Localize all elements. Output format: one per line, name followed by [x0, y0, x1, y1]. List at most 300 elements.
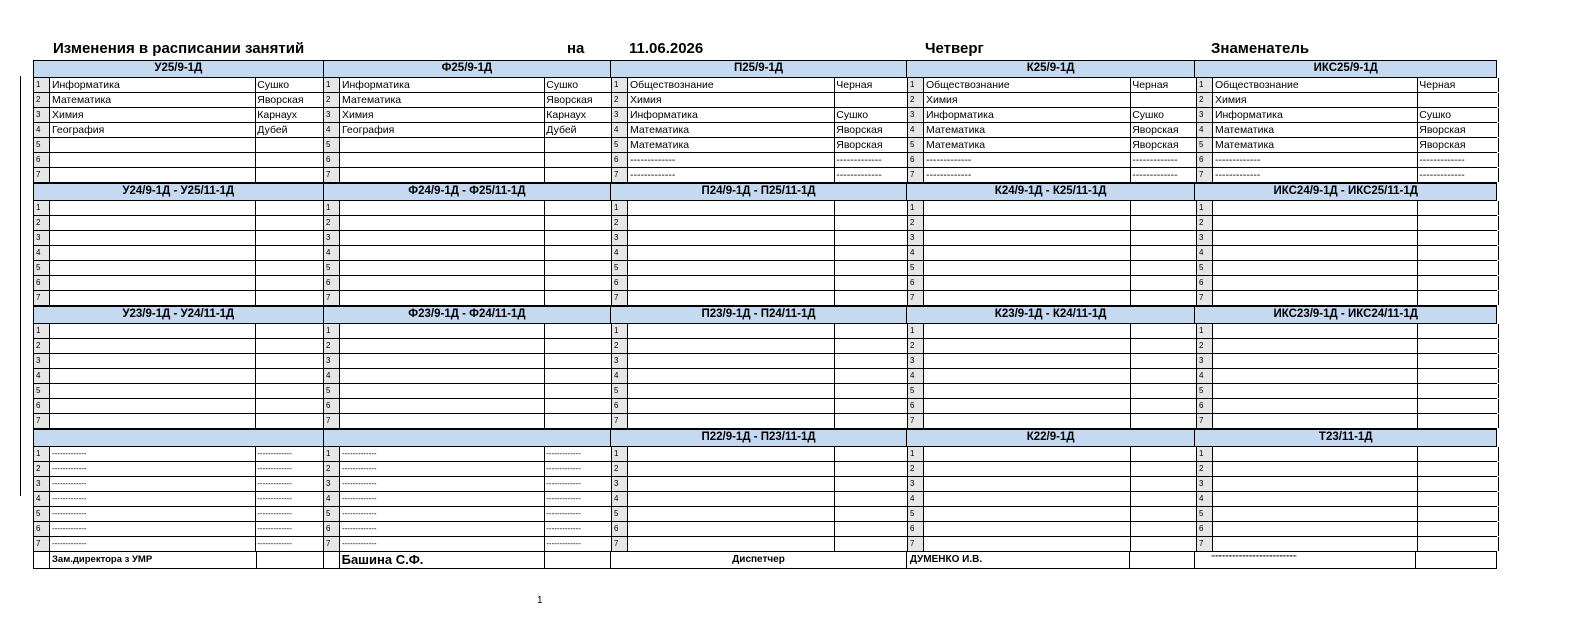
lesson-number: 4 — [324, 246, 340, 260]
teacher-cell — [835, 462, 907, 476]
lesson-cell-group — [324, 276, 612, 290]
teacher-cell — [256, 291, 323, 305]
lesson-cell-group — [34, 462, 324, 476]
lesson-cell-group — [324, 507, 612, 521]
signature-spacer — [34, 552, 50, 568]
lesson-number: 7 — [612, 414, 628, 428]
lesson-cell-group — [324, 78, 612, 92]
lesson-cell-group — [1197, 447, 1499, 461]
lesson-number: 1 — [908, 447, 924, 461]
lesson-number: 5 — [908, 261, 924, 275]
lesson-cell-group — [324, 354, 612, 368]
weekday: Четверг — [925, 40, 984, 57]
lesson-cell-group — [612, 522, 908, 536]
group-header: У24/9-1Д - У25/11-1Д — [34, 184, 324, 200]
teacher-cell — [1418, 216, 1498, 230]
subject-cell — [628, 399, 835, 413]
lesson-number: 6 — [324, 399, 340, 413]
subject-cell — [50, 291, 256, 305]
lesson-cell-group — [908, 123, 1197, 137]
date-prefix: на — [567, 40, 585, 57]
subject-cell — [628, 291, 835, 305]
teacher-cell — [1131, 339, 1196, 353]
subject-cell — [1213, 354, 1418, 368]
dispatcher-label: Диспетчер — [611, 552, 907, 568]
lesson-number: 7 — [1197, 168, 1213, 182]
teacher-cell — [545, 291, 611, 305]
lesson-cell-group — [1197, 384, 1499, 398]
subject-cell — [924, 384, 1131, 398]
lesson-row — [34, 216, 1497, 231]
subject-cell: Обществознание — [1213, 78, 1418, 92]
lesson-number: 4 — [1197, 492, 1213, 506]
lesson-cell-group — [1197, 477, 1499, 491]
teacher-cell — [835, 414, 907, 428]
subject-cell: ------------- — [340, 537, 545, 551]
lesson-cell-group — [612, 369, 908, 383]
teacher-cell — [1131, 369, 1196, 383]
lesson-cell-group — [1197, 522, 1499, 536]
lesson-cell-group — [908, 369, 1197, 383]
teacher-cell — [835, 276, 907, 290]
subject-cell — [340, 369, 545, 383]
lesson-cell-group — [908, 492, 1197, 506]
subject-cell — [1213, 369, 1418, 383]
lesson-cell-group — [1197, 291, 1499, 305]
subject-cell — [1213, 216, 1418, 230]
lesson-cell-group — [612, 246, 908, 260]
lesson-number: 5 — [34, 384, 50, 398]
group-header: П24/9-1Д - П25/11-1Д — [611, 184, 907, 200]
teacher-cell — [1131, 477, 1196, 491]
lesson-number: 2 — [34, 339, 50, 353]
subject-cell: ------------- — [628, 168, 835, 182]
teacher-cell — [1131, 414, 1196, 428]
subject-cell — [924, 231, 1131, 245]
lesson-number: 7 — [1197, 537, 1213, 551]
teacher-cell: ------------- — [546, 524, 581, 533]
lesson-row — [34, 78, 1497, 93]
teacher-cell — [835, 447, 907, 461]
signature-block — [33, 552, 1497, 569]
subject-cell: Математика — [1213, 138, 1418, 152]
subject-cell — [924, 447, 1131, 461]
lesson-cell-group — [612, 339, 908, 353]
teacher-cell: Яворская — [836, 124, 883, 136]
subject-cell — [1213, 384, 1418, 398]
schedule-block — [33, 429, 1497, 552]
teacher-cell — [1418, 246, 1498, 260]
teacher-cell — [1418, 384, 1498, 398]
lesson-number: 3 — [1197, 231, 1213, 245]
subject-cell — [340, 399, 545, 413]
subject-cell — [340, 138, 545, 152]
lesson-cell-group — [324, 138, 612, 152]
lesson-number: 1 — [612, 324, 628, 338]
lesson-number: 3 — [324, 231, 340, 245]
teacher-cell: ------------- — [257, 524, 292, 533]
subject-cell — [340, 324, 545, 338]
subject-cell: Химия — [50, 108, 256, 122]
lesson-cell-group — [1197, 276, 1499, 290]
lesson-number: 1 — [324, 201, 340, 215]
schedule-sheet — [33, 38, 1497, 569]
teacher-cell — [545, 261, 611, 275]
subject-cell — [924, 291, 1131, 305]
lesson-cell-group — [324, 153, 612, 167]
lesson-number: 5 — [34, 261, 50, 275]
lesson-number: 4 — [34, 369, 50, 383]
teacher-cell — [1418, 339, 1498, 353]
lesson-number: 3 — [908, 354, 924, 368]
lesson-row — [34, 153, 1497, 168]
teacher-cell: Дубей — [257, 124, 288, 136]
subject-cell: Химия — [1213, 93, 1418, 107]
subject-cell — [1213, 477, 1418, 491]
teacher-cell: Сушко — [257, 79, 290, 91]
lesson-cell-group — [34, 276, 324, 290]
lesson-number: 2 — [612, 93, 628, 107]
teacher-cell — [256, 231, 323, 245]
teacher-cell: Яворская — [1132, 124, 1179, 136]
teacher-cell — [1418, 537, 1498, 551]
subject-cell — [1213, 462, 1418, 476]
lesson-cell-group — [324, 414, 612, 428]
margin-line — [20, 76, 21, 496]
lesson-cell-group — [324, 324, 612, 338]
group-header: К25/9-1Д — [907, 61, 1196, 77]
teacher-cell — [1418, 354, 1498, 368]
lesson-cell-group — [908, 477, 1197, 491]
lesson-number: 5 — [324, 138, 340, 152]
lesson-cell-group — [1197, 168, 1499, 182]
lesson-number: 2 — [324, 339, 340, 353]
subject-cell — [340, 276, 545, 290]
subject-cell — [628, 477, 835, 491]
subject-cell — [50, 261, 256, 275]
group-header: К23/9-1Д - К24/11-1Д — [907, 307, 1196, 323]
lesson-number: 7 — [34, 291, 50, 305]
lesson-number: 3 — [612, 231, 628, 245]
signature-empty — [1130, 552, 1196, 568]
lesson-number: 3 — [612, 108, 628, 122]
lesson-cell-group — [34, 93, 324, 107]
lesson-row — [34, 276, 1497, 291]
lesson-number: 7 — [34, 168, 50, 182]
teacher-cell — [256, 246, 323, 260]
teacher-cell: Яворская — [836, 139, 883, 151]
subject-cell: ------------- — [1213, 153, 1418, 167]
lesson-cell-group — [908, 246, 1197, 260]
teacher-cell — [1418, 93, 1498, 107]
signature-row — [34, 552, 1497, 569]
lesson-cell-group — [34, 414, 324, 428]
signature-empty — [545, 552, 611, 568]
lesson-cell-group — [612, 354, 908, 368]
lesson-number: 1 — [1197, 78, 1213, 92]
subject-cell — [924, 537, 1131, 551]
lesson-cell-group — [908, 537, 1197, 551]
lesson-number: 1 — [612, 78, 628, 92]
teacher-cell: Яворская — [257, 94, 304, 106]
subject-cell — [1213, 231, 1418, 245]
lesson-row — [34, 462, 1497, 477]
teacher-cell: Черная — [1132, 79, 1169, 91]
subject-cell: ------------- — [340, 447, 545, 461]
lesson-row — [34, 507, 1497, 522]
subject-cell: Математика — [628, 123, 835, 137]
teacher-cell: ------------- — [546, 494, 581, 503]
teacher-cell — [545, 276, 611, 290]
lesson-row — [34, 261, 1497, 276]
lesson-number: 3 — [612, 354, 628, 368]
lesson-number: 6 — [908, 153, 924, 167]
teacher-cell — [256, 276, 323, 290]
lesson-number: 1 — [34, 201, 50, 215]
subject-cell — [50, 246, 256, 260]
teacher-cell — [1131, 447, 1196, 461]
teacher-cell — [1131, 507, 1196, 521]
lesson-cell-group — [612, 108, 908, 122]
lesson-number: 2 — [34, 462, 50, 476]
lesson-cell-group — [908, 276, 1197, 290]
lesson-number: 7 — [324, 414, 340, 428]
group-header-row — [34, 183, 1497, 201]
lesson-cell-group — [324, 399, 612, 413]
lesson-number: 6 — [34, 276, 50, 290]
lesson-cell-group — [34, 231, 324, 245]
title-row — [33, 38, 1497, 60]
subject-cell: ------------- — [628, 153, 835, 167]
lesson-cell-group — [34, 324, 324, 338]
lesson-row — [34, 492, 1497, 507]
lesson-number: 5 — [1197, 261, 1213, 275]
lesson-number: 6 — [612, 522, 628, 536]
subject-cell — [1213, 324, 1418, 338]
teacher-cell — [256, 261, 323, 275]
lesson-cell-group — [34, 108, 324, 122]
lesson-number: 2 — [908, 462, 924, 476]
teacher-cell — [1131, 93, 1196, 107]
teacher-cell: Карнаух — [257, 109, 298, 121]
subject-cell — [924, 369, 1131, 383]
lesson-cell-group — [612, 492, 908, 506]
teacher-cell — [1131, 201, 1196, 215]
subject-cell — [628, 354, 835, 368]
lesson-number: 7 — [1197, 414, 1213, 428]
lesson-cell-group — [324, 108, 612, 122]
teacher-cell — [835, 507, 907, 521]
subject-cell: Обществознание — [924, 78, 1131, 92]
subject-cell — [1213, 201, 1418, 215]
lesson-cell-group — [34, 369, 324, 383]
teacher-cell: ------------- — [836, 154, 882, 166]
lesson-cell-group — [908, 339, 1197, 353]
lesson-cell-group — [612, 123, 908, 137]
subject-cell — [340, 354, 545, 368]
teacher-cell — [256, 339, 323, 353]
subject-cell — [340, 168, 545, 182]
teacher-cell — [835, 477, 907, 491]
lesson-cell-group — [324, 447, 612, 461]
subject-cell — [628, 324, 835, 338]
schedule-title: Изменения в расписании занятий — [53, 40, 305, 57]
lesson-number: 1 — [908, 78, 924, 92]
lesson-number: 2 — [908, 93, 924, 107]
teacher-cell — [1131, 246, 1196, 260]
subject-cell — [340, 384, 545, 398]
group-header-row — [34, 306, 1497, 324]
subject-cell — [924, 276, 1131, 290]
lesson-cell-group — [34, 78, 324, 92]
teacher-cell — [835, 291, 907, 305]
teacher-cell — [835, 216, 907, 230]
subject-cell — [1213, 492, 1418, 506]
subject-cell — [628, 537, 835, 551]
signature-empty — [257, 552, 324, 568]
lesson-number: 5 — [34, 507, 50, 521]
subject-cell — [340, 246, 545, 260]
deputy-label: Зам.директора з УМР — [50, 552, 257, 568]
lesson-cell-group — [324, 522, 612, 536]
lesson-row — [34, 291, 1497, 306]
lesson-number: 1 — [1197, 201, 1213, 215]
subject-cell — [1213, 414, 1418, 428]
lesson-number: 3 — [1197, 354, 1213, 368]
subject-cell — [924, 261, 1131, 275]
lesson-cell-group — [1197, 216, 1499, 230]
subject-cell — [50, 216, 256, 230]
subject-cell — [628, 261, 835, 275]
teacher-cell: ------------- — [546, 509, 581, 518]
group-header: ИКС24/9-1Д - ИКС25/11-1Д — [1195, 184, 1497, 200]
teacher-cell: ------------- — [1132, 154, 1178, 166]
lesson-cell-group — [34, 354, 324, 368]
teacher-cell — [1418, 201, 1498, 215]
lesson-number: 5 — [34, 138, 50, 152]
subject-cell — [50, 354, 256, 368]
lesson-cell-group — [34, 522, 324, 536]
subject-cell — [340, 291, 545, 305]
teacher-cell — [1131, 276, 1196, 290]
teacher-cell — [545, 168, 611, 182]
teacher-cell — [835, 384, 907, 398]
lesson-number: 4 — [908, 492, 924, 506]
subject-cell: Информатика — [340, 78, 545, 92]
lesson-number: 2 — [908, 339, 924, 353]
subject-cell — [628, 276, 835, 290]
group-header: Ф25/9-1Д — [324, 61, 612, 77]
subject-cell: ------------- — [50, 477, 256, 491]
lesson-cell-group — [612, 78, 908, 92]
lesson-cell-group — [1197, 492, 1499, 506]
lesson-number: 7 — [612, 537, 628, 551]
group-header — [324, 430, 612, 446]
teacher-cell — [545, 399, 611, 413]
lesson-cell-group — [324, 477, 612, 491]
teacher-cell — [545, 231, 611, 245]
lesson-cell-group — [324, 492, 612, 506]
signature-placeholder: """""""""""""""""""""""""""""" — [1195, 552, 1416, 568]
lesson-cell-group — [34, 216, 324, 230]
subject-cell: Химия — [924, 93, 1131, 107]
teacher-cell: ------------- — [257, 479, 292, 488]
lesson-number: 1 — [1197, 324, 1213, 338]
group-header: У25/9-1Д — [34, 61, 324, 77]
teacher-cell: ------------- — [546, 464, 581, 473]
lesson-cell-group — [1197, 369, 1499, 383]
teacher-cell — [256, 168, 323, 182]
page-number: 1 — [537, 595, 543, 606]
schedule-table — [33, 60, 1497, 552]
lesson-number: 5 — [324, 384, 340, 398]
teacher-cell — [835, 399, 907, 413]
teacher-cell — [1131, 354, 1196, 368]
lesson-number: 7 — [324, 291, 340, 305]
subject-cell — [1213, 522, 1418, 536]
dispatcher-name: ДУМЕНКО И.В. — [907, 552, 1130, 568]
subject-cell: География — [340, 123, 545, 137]
lesson-cell-group — [1197, 414, 1499, 428]
subject-cell: Информатика — [628, 108, 835, 122]
lesson-cell-group — [908, 78, 1197, 92]
lesson-number: 6 — [34, 522, 50, 536]
lesson-cell-group — [612, 216, 908, 230]
lesson-cell-group — [612, 138, 908, 152]
subject-cell: Информатика — [924, 108, 1131, 122]
subject-cell — [628, 339, 835, 353]
group-header: К24/9-1Д - К25/11-1Д — [907, 184, 1196, 200]
subject-cell — [50, 168, 256, 182]
lesson-row — [34, 246, 1497, 261]
subject-cell — [924, 339, 1131, 353]
teacher-cell — [545, 324, 611, 338]
teacher-cell: Яворская — [1419, 124, 1466, 136]
lesson-cell-group — [908, 216, 1197, 230]
lesson-number: 5 — [908, 384, 924, 398]
lesson-cell-group — [1197, 153, 1499, 167]
lesson-row — [34, 168, 1497, 183]
group-header — [34, 430, 324, 446]
teacher-cell — [1418, 291, 1498, 305]
lesson-number: 2 — [612, 462, 628, 476]
lesson-number: 1 — [1197, 447, 1213, 461]
subject-cell — [628, 414, 835, 428]
subject-cell: ------------- — [340, 462, 545, 476]
lesson-number: 5 — [908, 138, 924, 152]
lesson-number: 2 — [908, 216, 924, 230]
lesson-row — [34, 537, 1497, 552]
teacher-cell — [256, 414, 323, 428]
lesson-cell-group — [612, 384, 908, 398]
lesson-cell-group — [324, 168, 612, 182]
subject-cell — [924, 246, 1131, 260]
lesson-number: 6 — [324, 276, 340, 290]
lesson-number: 4 — [1197, 123, 1213, 137]
lesson-number: 2 — [1197, 339, 1213, 353]
teacher-cell — [1131, 261, 1196, 275]
lesson-cell-group — [1197, 399, 1499, 413]
lesson-number: 3 — [34, 108, 50, 122]
lesson-number: 3 — [908, 108, 924, 122]
teacher-cell — [835, 231, 907, 245]
teacher-cell — [1131, 216, 1196, 230]
group-header: П23/9-1Д - П24/11-1Д — [611, 307, 907, 323]
lesson-cell-group — [612, 447, 908, 461]
teacher-cell: Сушко — [1132, 109, 1165, 121]
lesson-row — [34, 201, 1497, 216]
teacher-cell — [545, 201, 611, 215]
